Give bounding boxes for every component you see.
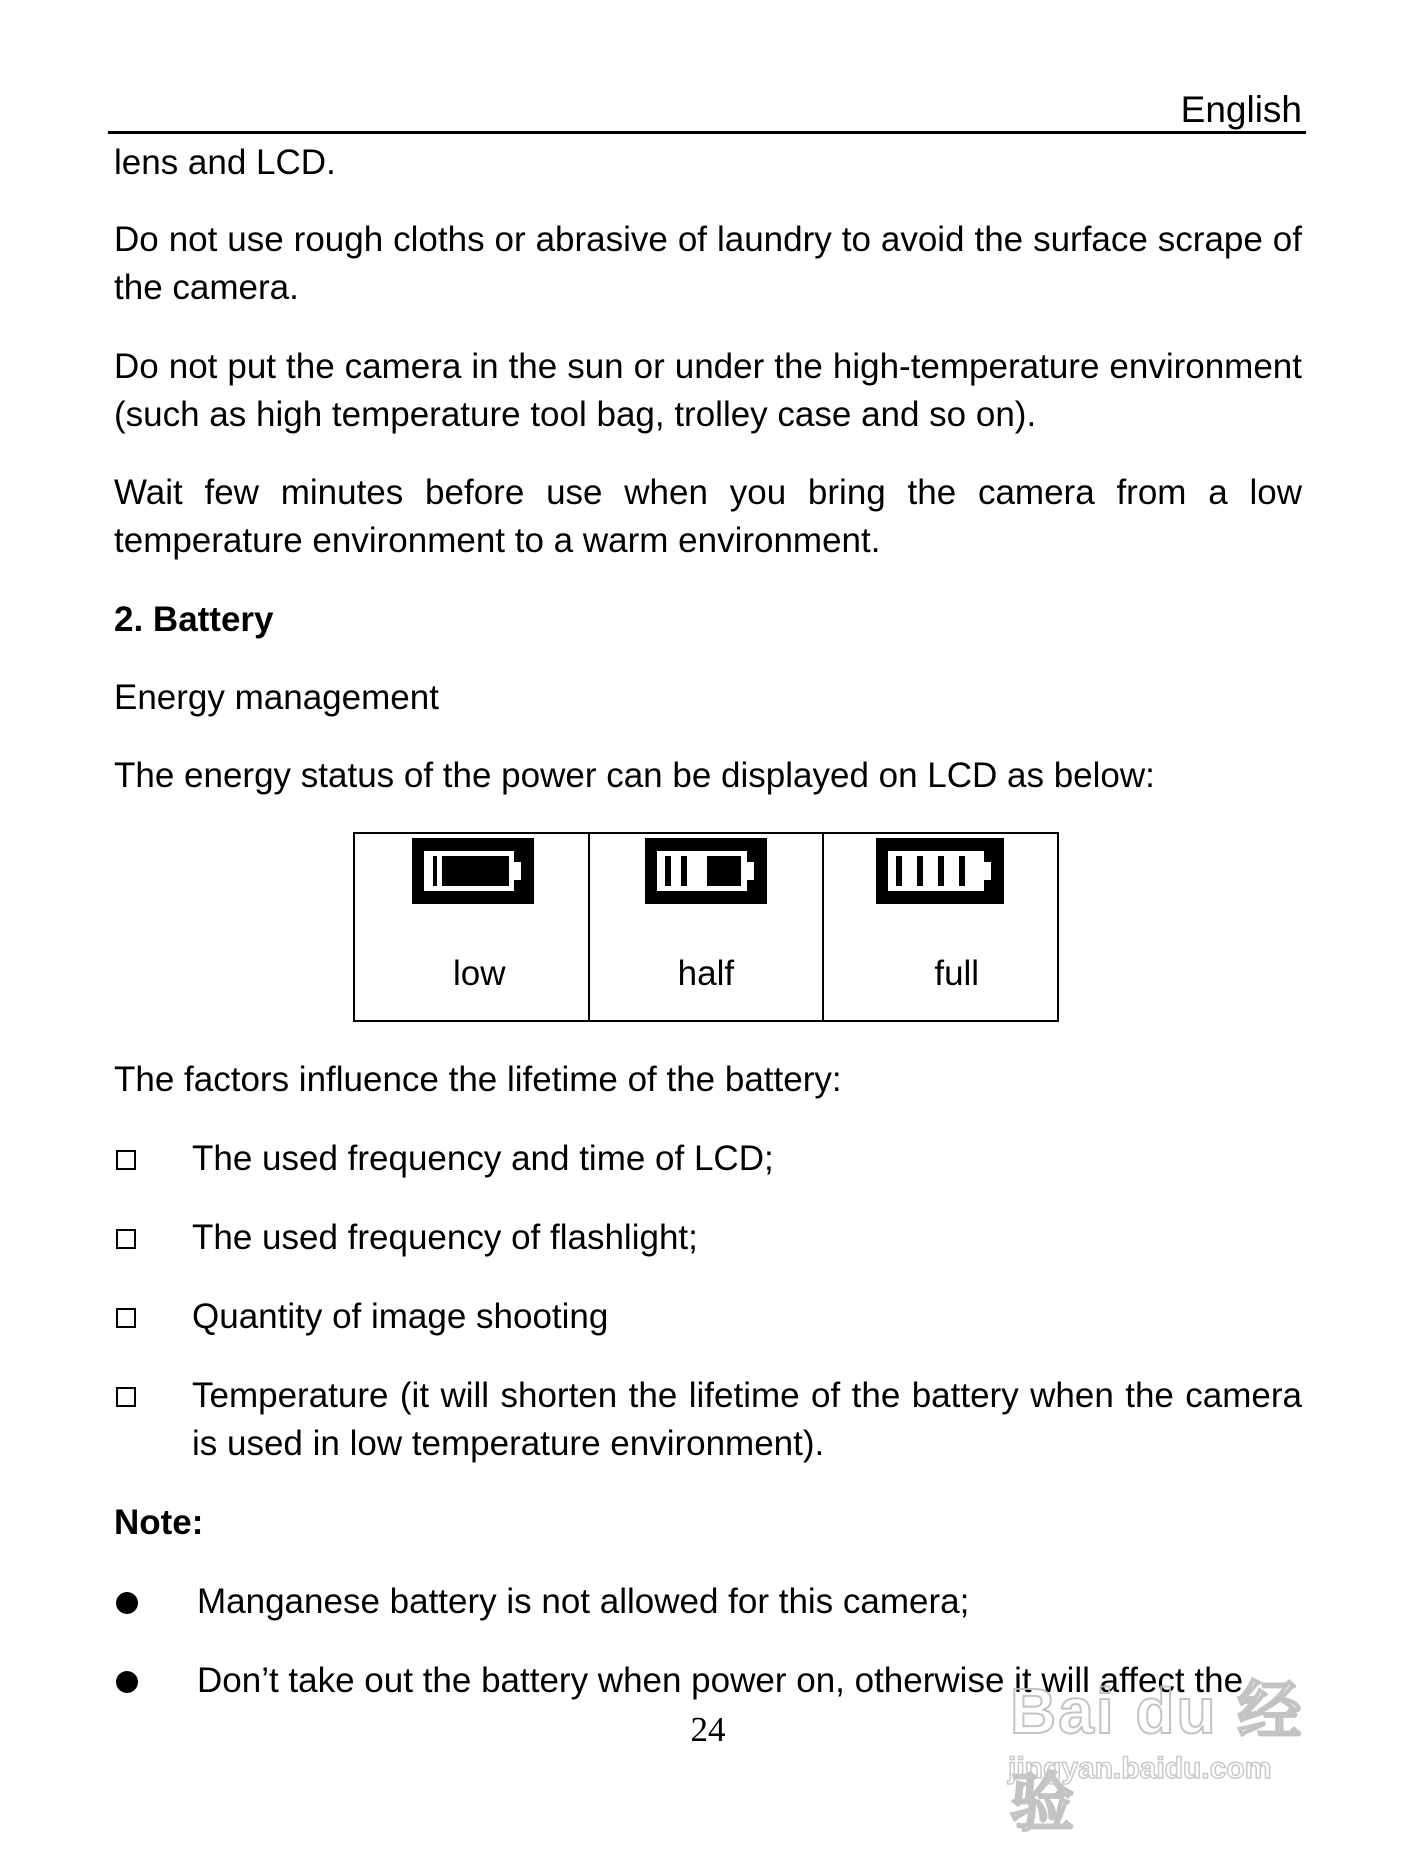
watermark-site: jingyan.baidu.com	[1008, 1752, 1272, 1785]
list-item	[114, 1578, 1302, 1626]
factors-intro: The factors influence the lifetime of the battery:	[114, 1060, 842, 1099]
list-item	[114, 1372, 1302, 1468]
factor-text: The used frequency of flashlight;	[192, 1218, 698, 1257]
checkbox-bullet-icon	[116, 1308, 136, 1328]
paragraph-rough-cloths: Do not use rough cloths or abrasive of laundry to avoid the surface scrape of the camera.	[114, 220, 1302, 307]
list-item	[114, 1214, 1302, 1262]
battery-half-icon	[645, 838, 767, 904]
paragraph-low-temperature: Wait few minutes before use when you bring the camera from a low temperature environment to a warm environment.	[114, 473, 1302, 560]
watermark	[990, 1640, 1330, 1839]
battery-cell-half	[588, 834, 823, 1020]
factor-text: Quantity of image shooting	[192, 1297, 609, 1336]
subheading-energy-management: Energy management	[114, 678, 439, 717]
note-text: Don’t take out the battery when power on, otherwise it will affect the	[197, 1661, 1244, 1700]
battery-cell-low	[355, 834, 588, 1020]
factor-text: Temperature (it will shorten the lifetime of the battery when the camera is used in low temperature environment).	[192, 1376, 1302, 1463]
list-item	[114, 1293, 1302, 1341]
checkbox-bullet-icon	[116, 1387, 136, 1407]
battery-label-half: half	[677, 954, 735, 993]
page-number: 24	[690, 1710, 726, 1749]
watermark-brand: Bai du 经验	[1010, 1675, 1304, 1839]
checkbox-bullet-icon	[116, 1229, 136, 1249]
battery-full-icon	[876, 838, 1004, 904]
battery-label-low: low	[453, 954, 506, 993]
factor-text: The used frequency and time of LCD;	[192, 1139, 774, 1178]
section-heading-battery: 2. Battery	[114, 600, 274, 639]
paragraph-lens-lcd: lens and LCD.	[114, 143, 336, 182]
checkbox-bullet-icon	[116, 1150, 136, 1170]
bullet-dot-icon	[116, 1671, 138, 1693]
paragraph-sun-heat: Do not put the camera in the sun or under the high-temperature environment (such as high temperature tool bag, trolley case and so on).	[114, 347, 1302, 434]
header-rule	[108, 131, 1306, 134]
energy-status-intro: The energy status of the power can be displayed on LCD as below:	[114, 756, 1155, 795]
battery-label-full: full	[934, 954, 980, 993]
header-language: English	[1180, 89, 1302, 130]
battery-status-table	[353, 832, 1059, 1022]
battery-cell-full	[822, 834, 1057, 1020]
battery-low-icon	[412, 838, 534, 904]
bullet-dot-icon	[116, 1592, 138, 1614]
note-text: Manganese battery is not allowed for this camera;	[197, 1582, 970, 1621]
note-heading: Note:	[114, 1503, 204, 1542]
list-item	[114, 1135, 1302, 1183]
